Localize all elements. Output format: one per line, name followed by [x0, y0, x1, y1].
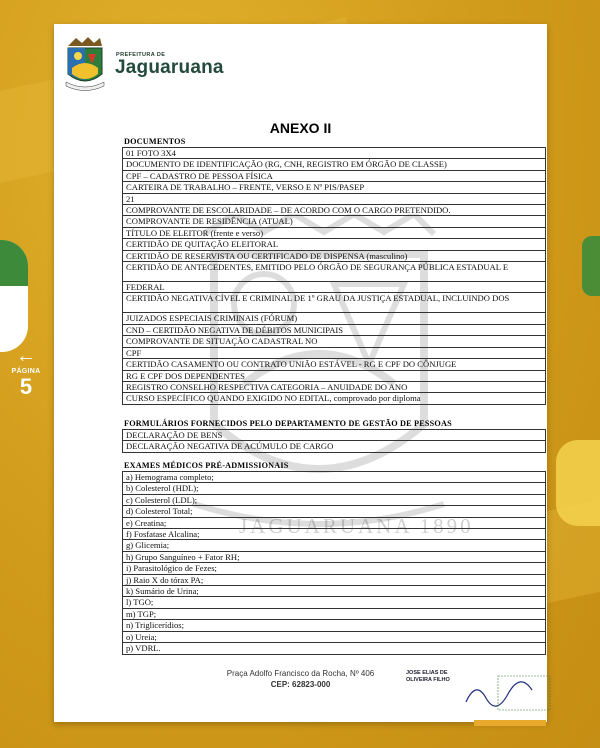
table-row: CARTEIRA DE TRABALHO – FRENTE, VERSO E Nº PIS/PASEP	[122, 182, 546, 193]
footer-cep: CEP: 62823-000	[270, 680, 331, 689]
table-row: j) Raio X do tórax PA;	[122, 575, 546, 586]
table-row: COMPROVANTE DE ESCOLARIDADE – DE ACORDO COM O CARGO PRETENDIDO.	[122, 205, 546, 216]
table-row: 21	[122, 194, 546, 205]
documentos-heading: DOCUMENTOS	[124, 137, 186, 146]
table-row: FEDERAL	[122, 282, 546, 293]
watermark-text: JAGUARUANA 1890	[239, 514, 474, 538]
table-row: CERTIDÃO DE ANTECEDENTES, EMITIDO PELO ÓRGÃO DE SEGURANÇA PÚBLICA ESTADUAL E	[122, 262, 546, 282]
right-green-deco	[582, 236, 600, 296]
previous-page-nav[interactable]	[4, 346, 48, 399]
table-row: CPF	[122, 348, 546, 359]
table-row: CERTIDÃO NEGATIVA CÍVEL E CRIMINAL DE 1º GRAU DA JUSTIÇA ESTADUAL, INCLUINDO DOS	[122, 293, 546, 313]
table-row: p) VDRL.	[122, 643, 546, 654]
footer-address: Praça Adolfo Francisco da Rocha, Nº 406	[226, 669, 375, 678]
signature-name: JOSE ELIAS DE OLIVEIRA FILHO	[406, 670, 450, 683]
table-row: g) Glicemia;	[122, 540, 546, 551]
formularios-table	[122, 429, 546, 453]
table-row: a) Hemograma completo;	[122, 472, 546, 483]
table-row: k) Sumário de Urina;	[122, 586, 546, 597]
table-row: DOCUMENTO DE IDENTIFICAÇÃO (RG, CNH, REGISTRO EM ÓRGÃO DE CLASSE)	[122, 159, 546, 170]
table-row: d) Colesterol Total;	[122, 506, 546, 517]
table-row: COMPROVANTE DE SITUAÇÃO CADASTRAL NO	[122, 336, 546, 347]
table-row: 01 FOTO 3X4	[122, 148, 546, 159]
table-row: m) TGP;	[122, 609, 546, 620]
table-row: CND – CERTIDÃO NEGATIVA DE DÉBITOS MUNICIPAIS	[122, 325, 546, 336]
table-row: COMPROVANTE DE RESIDÊNCIA (ATUAL)	[122, 216, 546, 227]
prefeitura-label: PREFEITURA DE	[116, 52, 166, 58]
arrow-left-icon: ←	[16, 345, 36, 367]
table-row: o) Ureia;	[122, 632, 546, 643]
table-row: DECLARAÇÃO DE BENS	[122, 430, 546, 441]
document-page	[54, 24, 547, 722]
table-row: CURSO ESPECÍFICO QUANDO EXIGIDO NO EDITAL, comprovado por diploma	[122, 393, 546, 404]
table-row: DECLARAÇÃO NEGATIVA DE ACÚMULO DE CARGO	[122, 441, 546, 452]
table-row: RG E CPF DOS DEPENDENTES	[122, 371, 546, 382]
signature-stamp-graphic	[462, 672, 554, 716]
table-row: TÍTULO DE ELEITOR (frente e verso)	[122, 228, 546, 239]
table-row: CERTIDÃO DE RESERVISTA OU CERTIFICADO DE DISPENSA (masculino)	[122, 251, 546, 262]
formularios-heading: FORMULÁRIOS FORNECIDOS PELO DEPARTAMENTO DE GESTÃO DE PESSOAS	[124, 419, 452, 428]
table-row: CPF – CADASTRO DE PESSOA FÍSICA	[122, 171, 546, 182]
table-row: n) Triglicerídios;	[122, 620, 546, 631]
table-row: i) Parasitológico de Fezes;	[122, 563, 546, 574]
document-title: ANEXO II	[269, 120, 332, 136]
city-coat-of-arms-logo	[62, 34, 108, 94]
table-row: REGISTRO CONSELHO RESPECTIVA CATEGORIA – ANUIDADE DO ANO	[122, 382, 546, 393]
footer-accent-band	[474, 720, 546, 726]
page-number: 5	[19, 374, 33, 399]
table-row: e) Creatina;	[122, 518, 546, 529]
exames-table	[122, 471, 546, 655]
table-row: f) Fosfatase Alcalina;	[122, 529, 546, 540]
table-row: c) Colesterol (LDL);	[122, 495, 546, 506]
left-side-tab	[0, 240, 28, 352]
documentos-table	[122, 147, 546, 405]
table-row: l) TGO;	[122, 597, 546, 608]
exames-heading: EXAMES MÉDICOS PRÉ-ADMISSIONAIS	[124, 461, 289, 470]
page-label: PÁGINA	[11, 368, 41, 375]
table-row: b) Colesterol (HDL);	[122, 483, 546, 494]
right-yellow-deco	[556, 440, 600, 526]
table-row: CERTIDÃO DE QUITAÇÃO ELEITORAL	[122, 239, 546, 250]
table-row: CERTIDÃO CASAMENTO OU CONTRATO UNIÃO ESTÁVEL - RG E CPF DO CÔNJUGE	[122, 359, 546, 370]
table-row: h) Grupo Sanguíneo + Fator RH;	[122, 552, 546, 563]
table-row: JUIZADOS ESPECIAIS CRIMINAIS (FÓRUM)	[122, 313, 546, 324]
city-name: Jaguaruana	[115, 57, 224, 78]
